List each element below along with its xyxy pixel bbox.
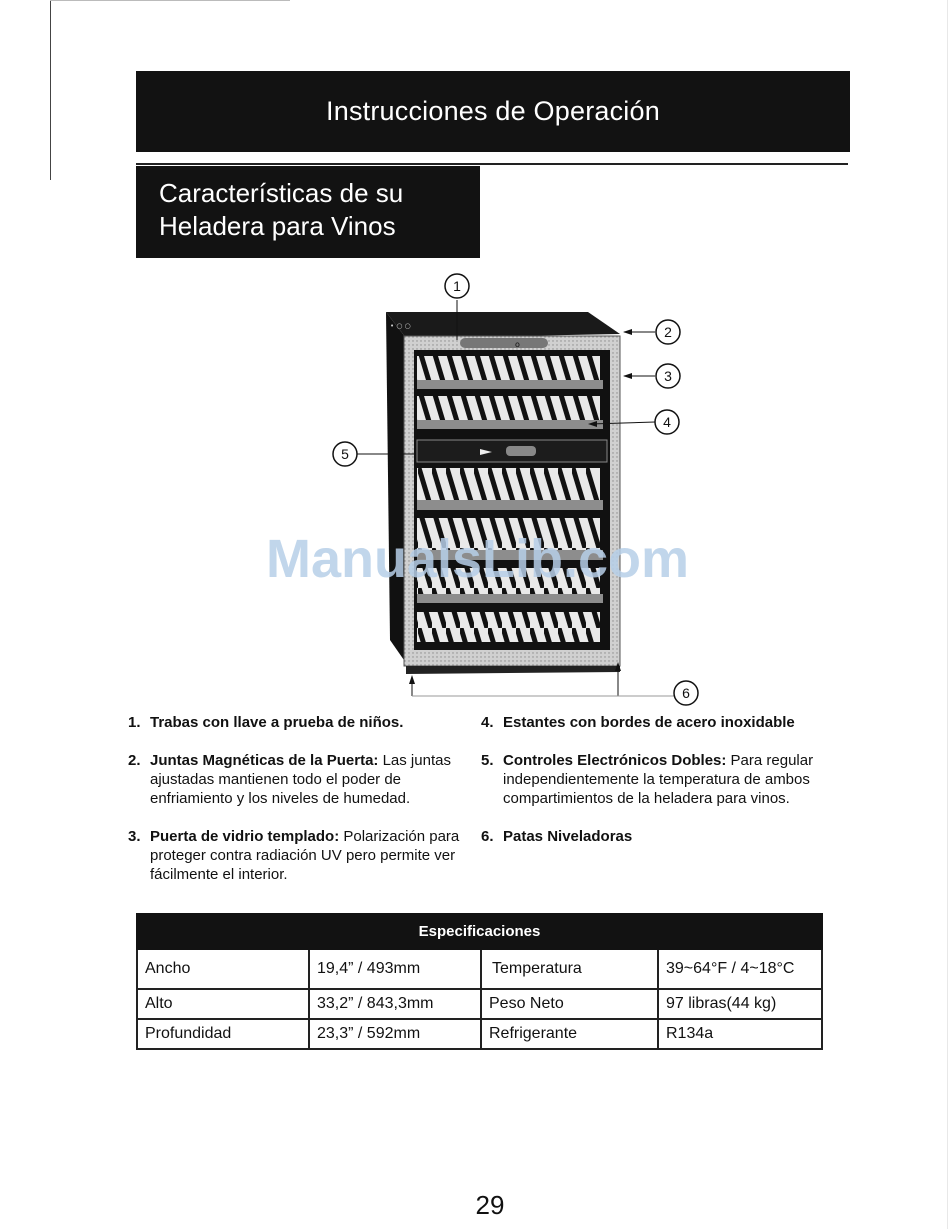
page-margin-line xyxy=(50,0,51,180)
feature-title: Juntas Magnéticas de la Puerta: xyxy=(150,752,383,769)
page-top-line xyxy=(50,0,290,1)
watermark: ManualsLib.com xyxy=(266,529,690,589)
feature-title: Patas Niveladoras xyxy=(503,828,633,845)
header-rule xyxy=(136,163,848,165)
feature-text: Para regular independientemente la temperatura de ambos compartimientos de la heladera para vinos. xyxy=(503,752,814,807)
feature-item xyxy=(481,713,826,732)
svg-text:o: o xyxy=(515,340,520,349)
feature-title: Controles Electrónicos Dobles: xyxy=(503,752,731,769)
callout-6-label: 6 xyxy=(682,685,690,701)
page-header xyxy=(136,71,850,152)
spec-value: 33,2” / 843,3mm xyxy=(309,989,481,1019)
spec-label: Profundidad xyxy=(137,1019,309,1049)
svg-text:• ○ ○: • ○ ○ xyxy=(390,322,411,330)
page-header-title: Instrucciones de Operación xyxy=(326,96,660,126)
spec-label: Peso Neto xyxy=(481,989,658,1019)
wine-cooler-diagram xyxy=(320,268,720,708)
cabinet-top xyxy=(386,312,620,338)
callout-1-label: 1 xyxy=(453,278,461,294)
feature-number: 2. xyxy=(128,752,141,769)
specifications-heading: Especificaciones xyxy=(137,914,822,949)
features-right-column xyxy=(481,713,826,865)
cabinet-base xyxy=(406,666,620,674)
features-left-column xyxy=(128,713,468,903)
feature-number: 3. xyxy=(128,828,141,845)
table-row xyxy=(137,989,822,1019)
spec-value: 19,4” / 493mm xyxy=(309,949,481,989)
table-row xyxy=(137,1019,822,1049)
feature-item xyxy=(128,751,468,808)
feature-title: Estantes con bordes de acero inoxidable xyxy=(503,714,795,731)
door-top-strip xyxy=(460,338,548,348)
feature-title: Trabas con llave a prueba de niños. xyxy=(150,714,404,731)
feature-item xyxy=(481,751,826,808)
shelf-edge xyxy=(417,380,603,389)
section-title-box xyxy=(136,166,480,258)
callout-2-label: 2 xyxy=(664,324,672,340)
callout-1 xyxy=(445,274,469,298)
spec-value: R134a xyxy=(658,1019,822,1049)
section-title-line-2: Heladera para Vinos xyxy=(159,211,396,241)
spec-label: Alto xyxy=(137,989,309,1019)
section-title-line-1: Características de su xyxy=(159,178,404,208)
spec-value: 97 libras(44 kg) xyxy=(658,989,822,1019)
feature-number: 6. xyxy=(481,828,494,845)
feature-item xyxy=(481,827,826,846)
specifications-table xyxy=(136,913,823,1050)
feature-title: Puerta de vidrio templado: xyxy=(150,828,344,845)
spec-value: 23,3” / 592mm xyxy=(309,1019,481,1049)
spec-value: 39~64°F / 4~18°C xyxy=(658,949,822,989)
feature-item xyxy=(128,827,468,884)
spec-label: Temperatura xyxy=(481,949,658,989)
shelf-edge xyxy=(417,420,603,429)
cabinet-side xyxy=(386,312,406,663)
feature-text: Polarización para proteger contra radiación UV pero permite ver fácilmente el interior. xyxy=(150,828,460,883)
page-edge xyxy=(947,0,948,1229)
feature-number: 4. xyxy=(481,714,494,731)
shelf-edge xyxy=(417,594,603,603)
callout-4-label: 4 xyxy=(663,414,671,430)
feature-item xyxy=(128,713,468,732)
table-row xyxy=(137,949,822,989)
feature-number: 1. xyxy=(128,714,141,731)
shelf-edge xyxy=(417,500,603,510)
callout-3-label: 3 xyxy=(664,368,672,384)
spec-label: Ancho xyxy=(137,949,309,989)
feature-text: Las juntas ajustadas mantienen todo el poder de enfriamiento y los niveles de humedad. xyxy=(150,752,451,807)
page-number: 29 xyxy=(475,1190,505,1220)
callout-5-label: 5 xyxy=(341,446,349,462)
spec-label: Refrigerante xyxy=(481,1019,658,1049)
feature-number: 5. xyxy=(481,752,494,769)
